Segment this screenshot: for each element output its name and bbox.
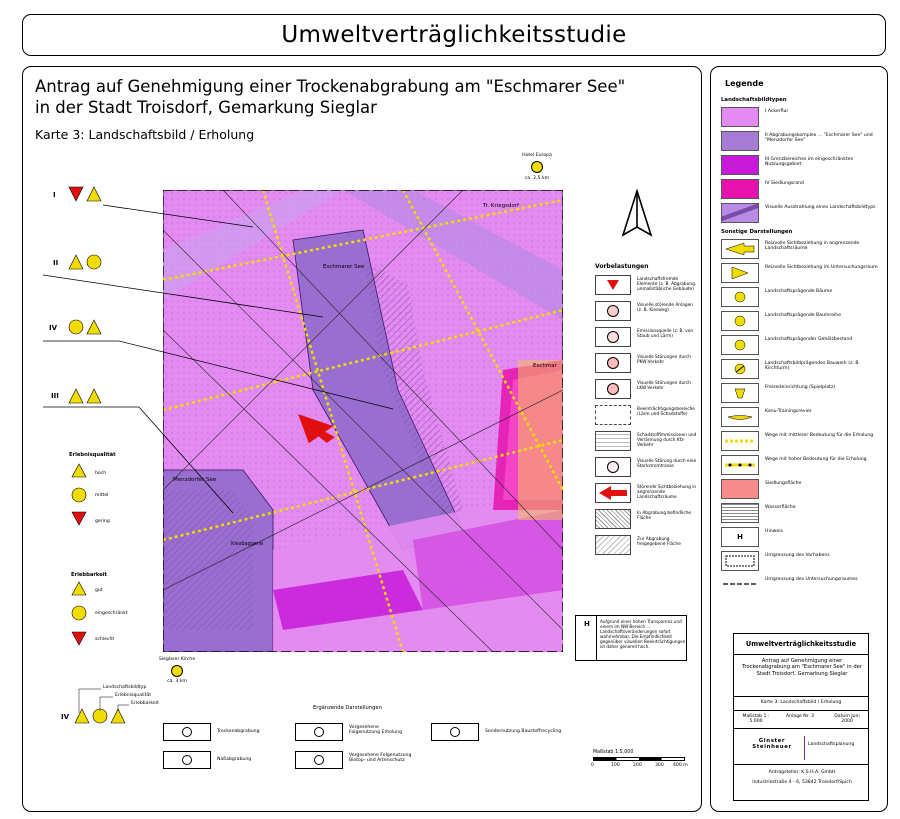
client-address: Industriestraße 4 - 6, 53842 Troisdorf/Spich: [752, 780, 852, 785]
vb-swatch-11: [595, 535, 631, 555]
ergaenzende-label-1: Trockenabgrabung: [217, 729, 260, 734]
note-box: [575, 615, 687, 661]
legend-other-swatch-3: [721, 287, 759, 307]
legend-type-5: [721, 203, 881, 225]
legend-other-swatch-7: [721, 383, 759, 403]
vb-text-10: In Abgrabung befindliche Fläche: [637, 511, 692, 521]
legend-section-other: Sonstige Darstellungen: [721, 229, 793, 235]
legend-other-text-2: Reizvolle Sichtbeziehung im Untersuchungsraum: [765, 265, 878, 270]
title-block-heading: Umweltverträglichkeitsstudie: [745, 640, 857, 648]
firm-name: Ginster Steinheuer: [752, 738, 792, 750]
legend-swatch-2: [721, 131, 759, 151]
legend-other-3: [721, 287, 881, 309]
legend-other-2: [721, 263, 881, 285]
legend-other-swatch-8: [721, 407, 759, 427]
ergaenzende-title: Ergänzende Darstellungen: [313, 705, 382, 711]
access-limited: eingeschränkt: [95, 611, 128, 616]
ergaenzende-box-4: [163, 751, 211, 769]
scale-tick-200: 200: [633, 763, 642, 768]
ergaenzende-label-4: Naßabgrabung: [217, 757, 252, 762]
legend-other-swatch-6: [721, 359, 759, 379]
vb-swatch-10: [595, 509, 631, 529]
legend-other-9: [721, 431, 881, 453]
map-panel: [22, 66, 702, 812]
label-menzdorfer-see: Menzdorfer See: [173, 477, 217, 483]
ergaenzende-box-2: [295, 723, 343, 741]
vb-text-2: Visuelle störende Anlagen (z. B. Kiesweg): [637, 303, 693, 313]
unit-label-4: IV: [49, 324, 58, 332]
legend-other-text-1: Reizvolle Sichtbeziehung in angrenzende Landschaftsräume: [765, 241, 860, 252]
legend-other-text-7: Freizeiteinrichtung (Spielplatz): [765, 385, 836, 390]
legend-other-text-14: Umgrenzung des Vorhabens: [765, 553, 830, 558]
vb-text-3: Emissionsquelle (z. B. von Staub und Lärm): [637, 329, 694, 339]
title-block-col-2: Anlage Nr. 3: [785, 714, 815, 719]
vb-row-6: [595, 405, 705, 427]
scale-bar: [593, 757, 685, 761]
vb-text-1: Landschaftsfremde Elemente (z. B. Abgrabung, unmaßstäbliche Gebäude): [637, 277, 697, 292]
vb-text-4: Visuelle Störungen durch PKW-Verkehr: [637, 355, 691, 365]
legend-other-swatch-1: [721, 239, 759, 259]
legend-other-swatch-11: [721, 479, 759, 499]
ergaenzende-label-5: Vorgesehene Folgenutzung Biotop- und Artenschutz: [349, 753, 412, 763]
access-symbols: [71, 581, 87, 647]
legend-other-13: [721, 527, 881, 549]
vb-text-5: Visuelle Störungen durch LKW-Verkehr: [637, 381, 691, 391]
vb-swatch-4: [595, 353, 631, 373]
quality-high: hoch: [95, 471, 107, 476]
church-distance: ca. 3 km: [167, 679, 187, 684]
legend-other-text-8: Kanu-Trainingsrevier: [765, 409, 812, 414]
vb-text-8: Visuelle Störung durch eine Starkstromtrasse: [637, 459, 697, 469]
title-block-body: Antrag auf Genehmigung einer Trockenabgrabung am "Eschmarer See" in der Stadt Troisdorf, Gemarkung Sieglar: [742, 658, 862, 677]
hotel-label: Hotel Europa: [522, 153, 552, 158]
firm-sub: Landschaftsplanung: [808, 742, 855, 747]
vb-swatch-6: [595, 405, 631, 425]
vb-row-4: [595, 353, 705, 375]
legend-other-5: [721, 335, 881, 357]
legend-other-15: [721, 575, 881, 597]
legend-other-1: [721, 239, 881, 261]
legend-type-3: [721, 155, 881, 177]
diagram-label-1: Landschaftsbildtyp: [103, 685, 147, 690]
scale-tick-0: 0: [591, 763, 594, 768]
vb-swatch-9: [595, 483, 631, 503]
legend-other-swatch-5: [721, 335, 759, 355]
quality-medium: mittel: [95, 493, 109, 498]
scale-tick-400: 400 m: [673, 763, 688, 768]
legend-type-text-2: II Abgrabungskomplex ... "Eschmarer See" und "Menzdorfer See": [765, 133, 873, 144]
legend-other-4: [721, 311, 881, 333]
scale-tick-100: 100: [611, 763, 620, 768]
ergaenzende-box-5: [295, 751, 343, 769]
legend-other-12: [721, 503, 881, 525]
document-title: Umweltverträglichkeitsstudie: [281, 22, 627, 48]
access-bad: schlecht: [95, 637, 115, 642]
legend-type-text-4: IV Siedlungsrand: [765, 181, 804, 186]
legend-other-swatch-14: [721, 551, 759, 571]
legend-type-1: [721, 107, 881, 129]
label-tr-kriegsdorf: Tr. Kriegsdorf: [483, 203, 519, 209]
legend-panel: [710, 66, 888, 812]
legend-other-swatch-9: [721, 431, 759, 451]
legend-other-swatch-13: H: [721, 527, 759, 547]
note-letter: H: [584, 620, 590, 628]
legend-section-types: Landschaftsbildtypen: [721, 97, 787, 103]
legend-other-text-11: Siedlungsfläche: [765, 481, 802, 486]
church-label: Sieglarer Kirche: [158, 657, 196, 662]
north-arrow-icon: [619, 189, 655, 241]
legend-type-4: [721, 179, 881, 201]
vb-row-5: [595, 379, 705, 401]
client-name: Antragsteller: K.S.H.A. GmbH: [768, 770, 836, 775]
unit-1-leader: [103, 195, 283, 235]
legend-other-7: [721, 383, 881, 405]
diagram-label-3: Erlebbarkeit: [131, 701, 159, 706]
vb-row-7: [595, 431, 705, 453]
erlebnisqualitaet-title: Erlebnisqualität: [69, 452, 116, 458]
legend-other-14: [721, 551, 881, 573]
map-title-line2: in der Stadt Troisdorf, Gemarkung Sieglar: [35, 98, 377, 117]
scale-tick-300: 300: [655, 763, 664, 768]
legend-swatch-5: [721, 203, 759, 223]
landmark-icon: [531, 161, 543, 173]
ergaenzende-label-2: Vorgesehene Folgenutzung Erholung: [349, 725, 402, 735]
legend-other-swatch-15: [721, 575, 759, 595]
legend-other-text-3: Landschaftsprägende Bäume: [765, 289, 833, 294]
title-block-karte: Karte 3: Landschaftsbild / Erholung: [760, 700, 842, 705]
vb-row-11: [595, 535, 705, 557]
legend-title: Legende: [725, 79, 764, 88]
vb-text-11: Zur Abgrabung freigegebene Fläche: [637, 537, 681, 547]
legend-other-10: [721, 455, 881, 477]
legend-type-2: [721, 131, 881, 153]
legend-other-6: [721, 359, 881, 381]
label-kiesbaggerei: Kiesbaggerei: [231, 541, 264, 547]
legend-other-text-10: Wege mit hoher Bedeutung für die Erholung: [765, 457, 867, 462]
legend-type-text-5: Visuelle Ausstrahlung eines Landschaftsbildtyps: [765, 205, 876, 210]
erlebbarkeit-title: Erlebbarkeit: [71, 572, 107, 578]
vb-text-9: Störende Sichtbeziehung in angrenzende Landschaftsräume: [637, 485, 697, 500]
vb-swatch-2: [595, 301, 631, 321]
title-block: [733, 633, 869, 801]
vorbelastungen-title: Vorbelastungen: [595, 263, 649, 270]
vb-text-7: Schadstoffimmissionen und Verlärmung durch Kfz-Verkehr: [637, 433, 697, 448]
vb-row-9: [595, 483, 705, 505]
legend-other-text-9: Wege mit mittlerer Bedeutung für die Erholung: [765, 433, 874, 438]
legend-other-swatch-10: [721, 455, 759, 475]
legend-other-11: [721, 479, 881, 501]
vb-text-6: Beeinträchtigungsbereiche (Lärm und Schadstoffe): [637, 407, 695, 417]
diagram-label-2: Erlebnisqualität: [115, 693, 152, 698]
ergaenzende-box-3: [431, 723, 479, 741]
vb-swatch-5: [595, 379, 631, 399]
vb-row-8: [595, 457, 705, 479]
hotel-distance: ca. 2,5 km: [524, 176, 550, 181]
scale-label: Maßstab 1:5.000: [593, 750, 634, 755]
vb-swatch-3: [595, 327, 631, 347]
vb-row-10: [595, 509, 705, 531]
unit-label-3: III: [51, 392, 59, 400]
legend-other-text-13: Hinweis: [765, 529, 783, 534]
legend-other-text-4: Landschaftsprägende Baumreihe: [765, 313, 842, 318]
unit-label-2: II: [53, 259, 59, 267]
legend-type-text-1: I Ackerflur: [765, 109, 789, 114]
quality-symbols: [71, 463, 87, 527]
label-eschmarer-see: Eschmarer See: [323, 264, 365, 270]
label-eschmar: Eschmar: [533, 363, 557, 369]
legend-swatch-4: [721, 179, 759, 199]
legend-other-swatch-4: [721, 311, 759, 331]
legend-other-text-15: Umgrenzung des Untersuchungsraumes: [765, 577, 858, 582]
vb-swatch-8: [595, 457, 631, 477]
ergaenzende-label-3: Sondernutzung Baustoffrecycling: [485, 729, 562, 734]
note-text: Aufgrund einer hohen Transparenz und einem im NW-Bereich ... Landschaftsveränderungen sofort wahrnehmbar. Die Empfindlichkeit gegenüber visuellen Beeinträchtigungen ist daher generell hoch.: [600, 619, 686, 649]
church-icon: [171, 665, 183, 677]
title-bar: [22, 14, 886, 56]
ergaenzende-box-1: [163, 723, 211, 741]
quality-low: gering: [95, 519, 110, 524]
vb-swatch-1: [595, 275, 631, 295]
legend-other-text-5: Landschaftsprägender Gehölzbestand: [765, 337, 853, 342]
vb-row-2: [595, 301, 705, 323]
title-block-col-3: Datum Juni 2000: [834, 714, 860, 725]
vb-swatch-7: [595, 431, 631, 451]
legend-swatch-1: [721, 107, 759, 127]
legend-other-text-12: Wasserfläche: [765, 505, 796, 510]
legend-swatch-3: [721, 155, 759, 175]
legend-other-swatch-12: [721, 503, 759, 523]
diagram-unit: IV: [61, 713, 70, 721]
legend-other-text-6: Landschaftsbildprägendes Bauwerk (z. B. Kirchturm): [765, 361, 861, 372]
map-title-line1: Antrag auf Genehmigung einer Trockenabgrabung am "Eschmarer See": [35, 77, 626, 96]
unit-1-symbols: [67, 185, 103, 203]
unit-label-1: I: [53, 191, 56, 199]
vb-row-3: [595, 327, 705, 349]
legend-other-swatch-2: [721, 263, 759, 283]
vb-row-1: [595, 275, 705, 297]
legend-type-text-3: III Grenzbereiches im eingeschränkten Nutzungsgebiet: [765, 157, 854, 168]
access-good: gut: [95, 588, 103, 593]
map-subtitle: Karte 3: Landschaftsbild / Erholung: [35, 127, 255, 142]
title-block-col-1: Maßstab 1 : 5.000: [742, 714, 770, 725]
legend-other-8: [721, 407, 881, 429]
